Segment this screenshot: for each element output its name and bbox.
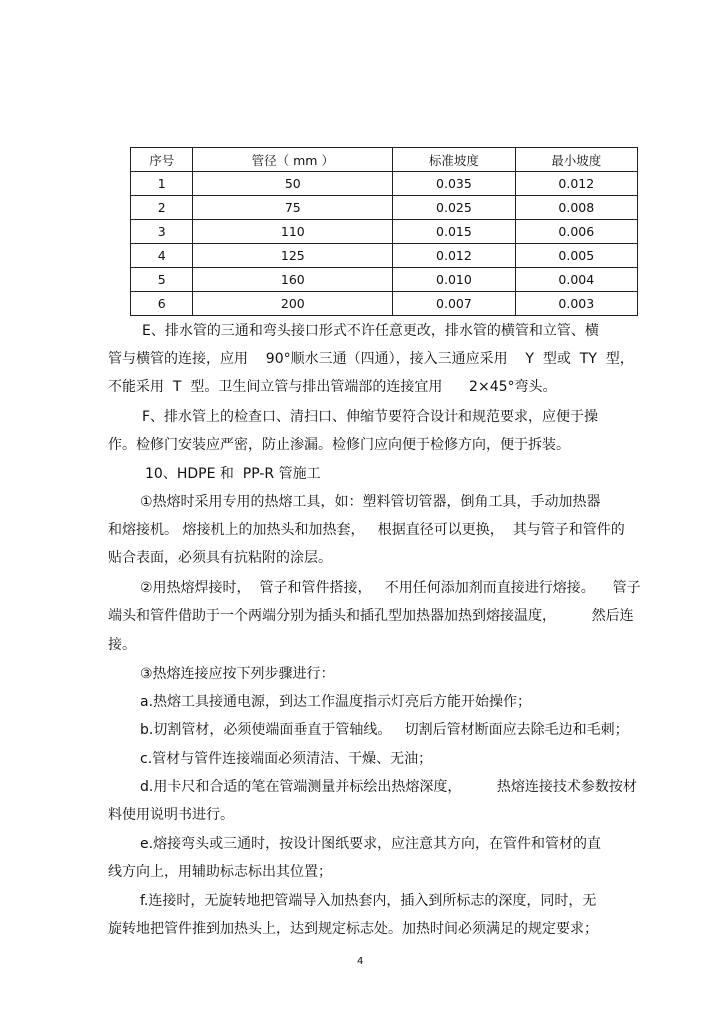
body-text-line: ③热熔连接应按下列步骤进行： — [140, 666, 335, 682]
table-cell: 0.003 — [515, 292, 637, 316]
table-cell: 0.006 — [515, 220, 637, 244]
body-text-line: ①热熔时采用专用的热熔工具，如：塑料管切管器，倒角工具，手动加热器 — [140, 494, 601, 510]
table-row — [131, 268, 638, 292]
section-heading: 10、HDPE 和 PP-R 管施工 — [145, 466, 321, 482]
table-row — [131, 196, 638, 220]
table-cell: 75 — [193, 196, 393, 220]
table-cell: 0.008 — [515, 196, 637, 220]
table-cell: 6 — [131, 292, 193, 316]
body-text-line: 端头和管件借助于一个两端分别为插头和插孔型加热器加热到熔接温度， 然后连 — [108, 608, 634, 624]
header-cell: 最小坡度 — [515, 148, 637, 172]
table-row — [131, 172, 638, 196]
table-cell: 0.015 — [393, 220, 515, 244]
table-cell: 0.012 — [515, 172, 637, 196]
table-cell: 3 — [131, 220, 193, 244]
body-text-line: 料使用说明书进行。 — [108, 807, 234, 823]
table-cell: 2 — [131, 196, 193, 220]
body-text-line: c.管材与管件连接端面必须清洁、干燥、无油； — [140, 751, 433, 767]
table-cell: 0.007 — [393, 292, 515, 316]
table-cell: 160 — [193, 268, 393, 292]
table-cell: 4 — [131, 244, 193, 268]
body-text-line: 和熔接机。 熔接机上的加热头和加热套， 根据直径可以更换， 其与管子和管件的 — [108, 522, 625, 538]
body-text-line: E、排水管的三通和弯头接口形式不许任意更改，排水管的横管和立管、横 — [142, 323, 599, 339]
table-cell: 125 — [193, 244, 393, 268]
body-text-line: 作。检修门安装应严密，防止渗漏。检修门应向便于检修方向，便于拆装。 — [108, 437, 570, 453]
table-cell: 0.035 — [393, 172, 515, 196]
table-header-row — [131, 148, 638, 172]
slope-table — [130, 147, 638, 316]
body-text-line: d.用卡尺和合适的笔在管端测量并标绘出热熔深度， 热熔连接技术参数按材 — [140, 779, 637, 795]
body-text-line: 贴合表面，必须具有抗粘附的涂层。 — [108, 550, 332, 566]
body-text-line: 接。 — [108, 637, 136, 653]
table-row — [131, 292, 638, 316]
body-text-line: F、排水管上的检查口、清扫口、伸缩节要符合设计和规范要求，应便于操 — [142, 409, 599, 425]
header-cell: 序号 — [131, 148, 193, 172]
table-cell: 0.005 — [515, 244, 637, 268]
table-cell: 0.025 — [393, 196, 515, 220]
table-cell: 200 — [193, 292, 393, 316]
table-row — [131, 220, 638, 244]
table-cell: 110 — [193, 220, 393, 244]
header-cell: 标准坡度 — [393, 148, 515, 172]
body-text-line: 旋转地把管件推到加热头上，达到规定标志处。加热时间必须满足的规定要求； — [108, 921, 598, 937]
body-text-line: 不能采用 T 型。卫生间立管与排出管端部的连接宜用 2×45°弯头。 — [108, 379, 557, 395]
body-text-line: f.连接时，无旋转地把管端导入加热套内，插入到所标志的深度，同时，无 — [140, 893, 597, 909]
table-row — [131, 244, 638, 268]
table-cell: 0.004 — [515, 268, 637, 292]
body-text-line: e.熔接弯头或三通时，按设计图纸要求，应注意其方向，在管件和管材的直 — [140, 836, 602, 852]
body-text-line: b.切割管材，必须使端面垂直于管轴线。 切割后管材断面应去除毛边和毛刺； — [140, 722, 629, 738]
table-cell: 0.012 — [393, 244, 515, 268]
table-cell: 50 — [193, 172, 393, 196]
table-cell: 0.010 — [393, 268, 515, 292]
body-text-line: 管与横管的连接，应用 90°顺水三通（四通），接入三通应采用 Y 型或 TY 型， — [108, 351, 634, 367]
header-cell: 管径（ mm ） — [193, 148, 393, 172]
body-text-line: 线方向上，用辅助标志标出其位置； — [108, 864, 332, 880]
table-cell: 1 — [131, 172, 193, 196]
body-text-line: a.热熔工具接通电源，到达工作温度指示灯亮后方能开始操作； — [140, 694, 532, 710]
table-cell: 5 — [131, 268, 193, 292]
body-text-line: ②用热熔焊接时， 管子和管件搭接， 不用任何添加剂而直接进行熔接。 管子 — [140, 580, 641, 596]
page-number: 4 — [357, 956, 364, 967]
